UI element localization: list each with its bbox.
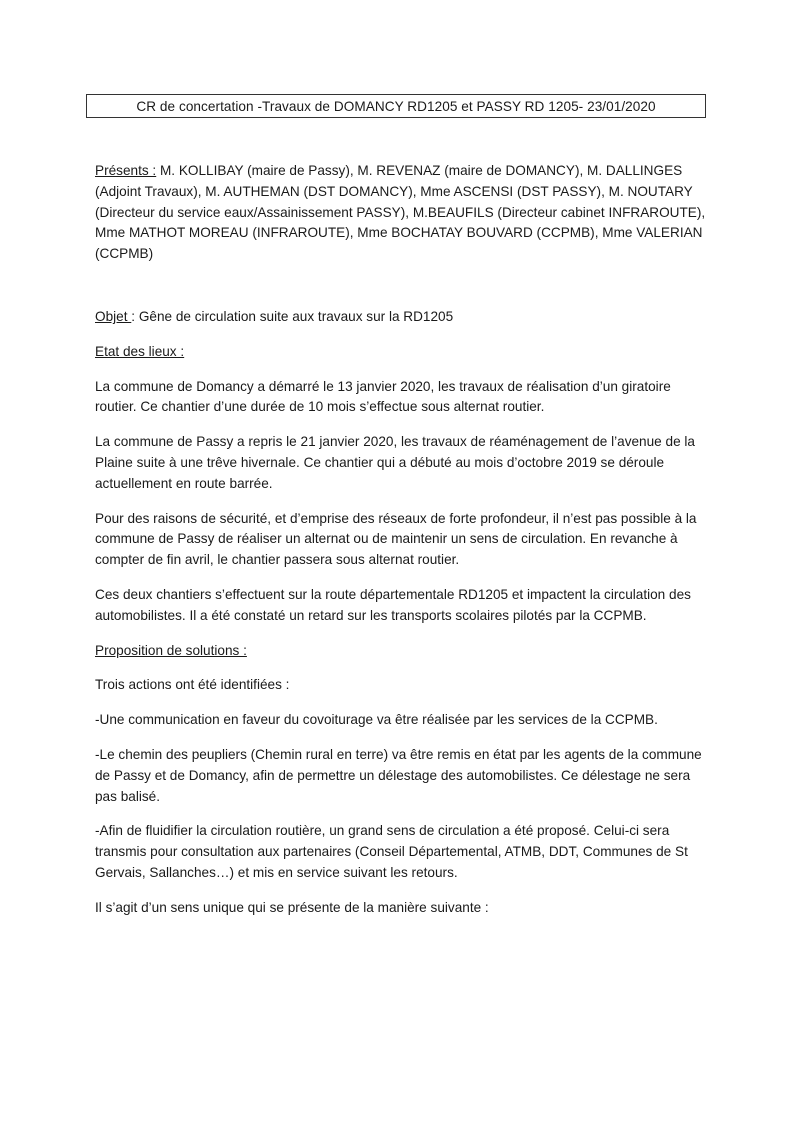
- objet-label: Objet: [95, 308, 132, 324]
- proposition-heading: Proposition de solutions :: [95, 642, 247, 658]
- etat-paragraph-2: La commune de Passy a repris le 21 janvier 2020, les travaux de réaménagement de l’avenue de la Plaine suite à une trêve hivernale. Ce chantier qui a débuté au mois d’octobre 2019 se déroule actuellement en route barrée.: [95, 434, 695, 491]
- document-title: CR de concertation -Travaux de DOMANCY RD1205 et PASSY RD 1205- 23/01/2020: [86, 94, 706, 118]
- etat-paragraph-3: Pour des raisons de sécurité, et d’emprise des réseaux de forte profondeur, il n’est pas possible à la commune de Passy de réaliser un alternat ou de maintenir un sens de circulation. En revanche à compter de fin avril, le chantier passera sous alternat routier.: [95, 510, 697, 568]
- presents-paragraph: [95, 161, 715, 265]
- objet-paragraph: [95, 307, 715, 328]
- etat-heading: Etat des lieux :: [95, 343, 185, 359]
- objet-text: : Gêne de circulation suite aux travaux sur la RD1205: [131, 308, 454, 324]
- proposition-paragraph-3: -Le chemin des peupliers (Chemin rural en terre) va être remis en état par les agents de la commune de Passy et de Domancy, afin de permettre un délestage des automobilistes. Ce délestage ne sera pas balisé.: [95, 746, 702, 804]
- proposition-paragraph-4: -Afin de fluidifier la circulation routière, un grand sens de circulation a été proposé. Celui-ci sera transmis pour consultation aux partenaires (Conseil Départemental, ATMB, DDT, Communes de St Gervais, Sallanches…) et mis en service suivant les retours.: [95, 823, 688, 880]
- presents-label: Présents :: [95, 163, 157, 178]
- proposition-paragraph-2: -Une communication en faveur du covoiturage va être réalisée par les services de la CCPMB.: [95, 712, 658, 728]
- etat-paragraph-1: La commune de Domancy a démarré le 13 janvier 2020, les travaux de réalisation d’un giratoire routier. Ce chantier d’une durée de 10 mois s’effectue sous alternat routier.: [95, 378, 671, 415]
- presents-text: M. KOLLIBAY (maire de Passy), M. REVENAZ (maire de DOMANCY), M. DALLINGES (Adjoint Travaux), M. AUTHEMAN (DST DOMANCY), Mme ASCENSI (DST PASSY), M. NOUTARY (Directeur du service eaux/Assainissement PASSY), M.BEAUFILS (Directeur cabinet INFRAROUTE), Mme MATHOT MOREAU (INFRAROUTE), Mme BOCHATAY BOUVARD (CCPMB), Mme VALERIAN (CCPMB): [95, 163, 706, 262]
- proposition-paragraph-1: Trois actions ont été identifiées :: [95, 677, 290, 693]
- document-body: [95, 161, 715, 919]
- proposition-paragraph-5: Il s’agit d’un sens unique qui se présente de la manière suivante :: [95, 899, 489, 915]
- etat-paragraph-4: Ces deux chantiers s’effectuent sur la route départementale RD1205 et impactent la circulation des automobilistes. Il a été constaté un retard sur les transports scolaires pilotés par la CCPMB.: [95, 586, 691, 623]
